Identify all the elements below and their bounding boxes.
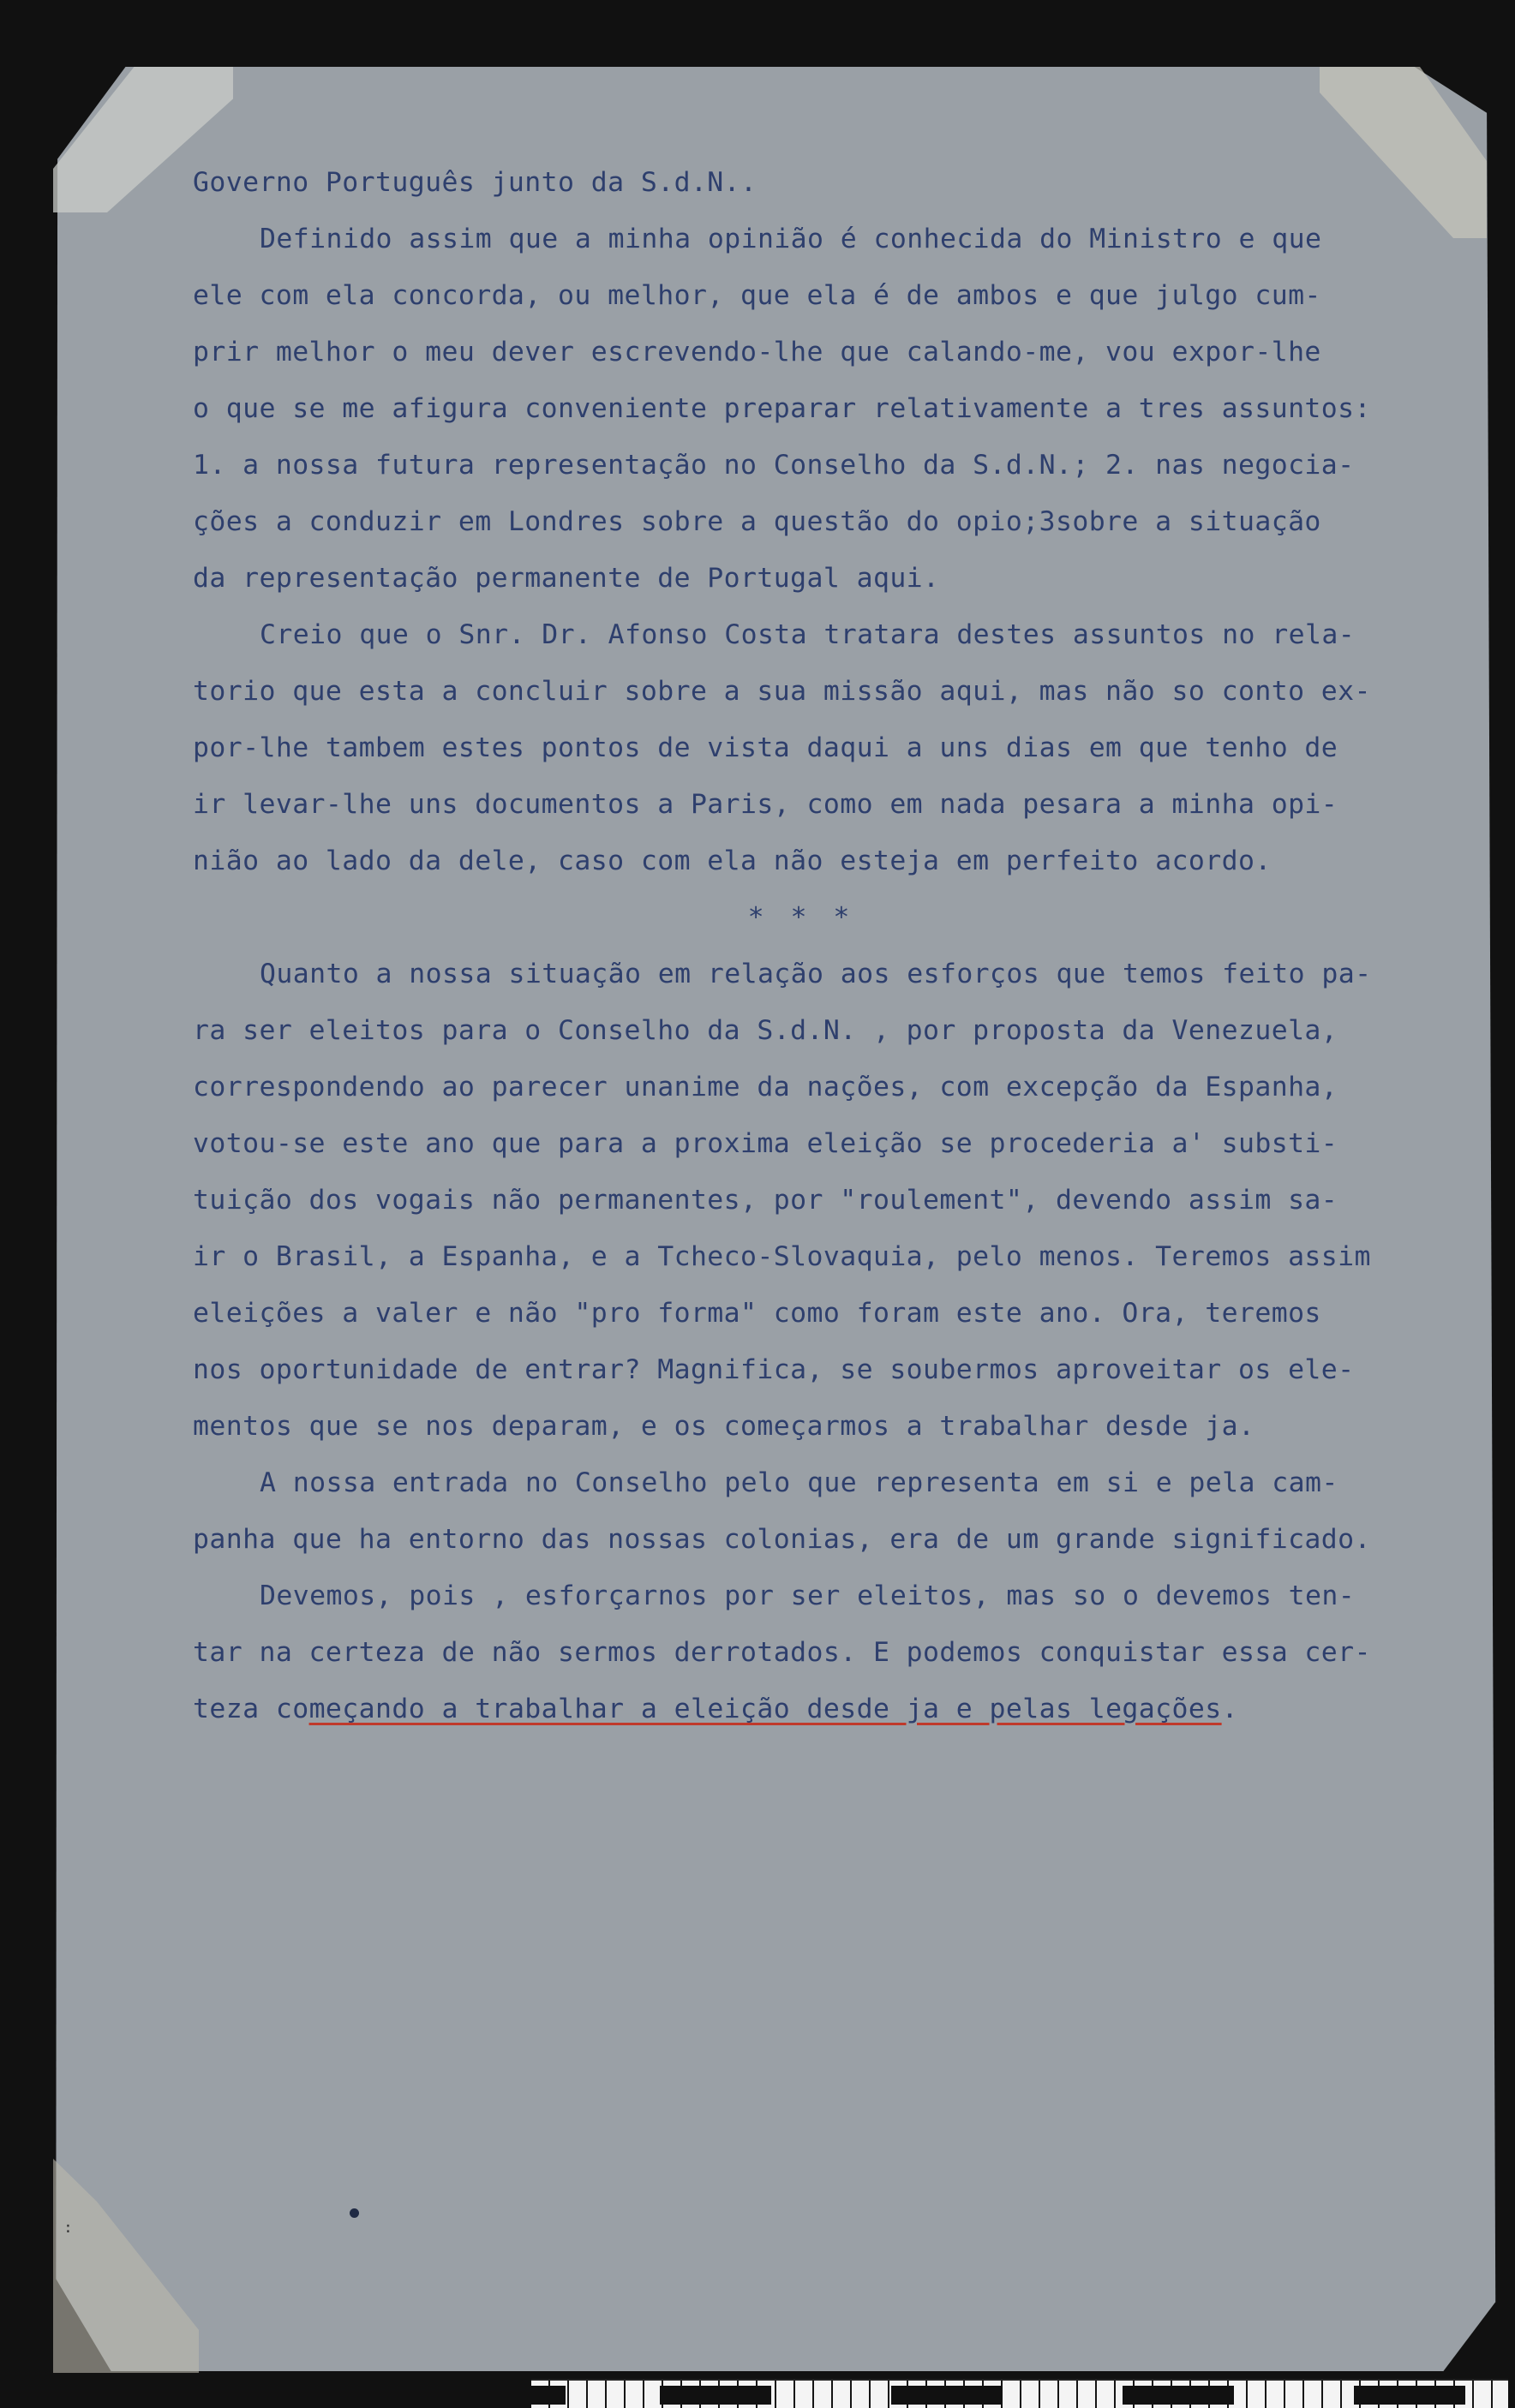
text-line: nião ao lado da dele, caso com ela não esteja em perfeito acordo. bbox=[193, 845, 1272, 876]
typewritten-text bbox=[193, 154, 1410, 1737]
text-block-2 bbox=[193, 946, 1410, 1681]
text-line: Definido assim que a minha opinião é conhecida do Ministro e que bbox=[260, 224, 1322, 254]
text-line: prir melhor o meu dever escrevendo-lhe que calando-me, vou expor-lhe bbox=[193, 337, 1321, 367]
text-line: Creio que o Snr. Dr. Afonso Costa tratara destes assuntos no rela- bbox=[260, 619, 1356, 650]
text-line: ir levar-lhe uns documentos a Paris, como em nada pesara a minha opi- bbox=[193, 789, 1338, 820]
margin-mark: : bbox=[63, 2219, 73, 2237]
text-line: por-lhe tambem estes pontos de vista daqui a uns dias em que tenho de bbox=[193, 732, 1338, 763]
text-line: tar na certeza de não sermos derrotados. E podemos conquistar essa cer- bbox=[193, 1637, 1371, 1668]
text-line: ele com ela concorda, ou melhor, que ela é de ambos e que julgo cum- bbox=[193, 280, 1321, 311]
underlined-phrase: meçando a trabalhar a eleição desde ja e pelas legações bbox=[308, 1694, 1222, 1724]
ruler-segment bbox=[660, 2386, 771, 2405]
ruler-segment bbox=[1123, 2386, 1234, 2405]
text-line: ir o Brasil, a Espanha, e a Tcheco-Slovaquia, pelo menos. Teremos assim bbox=[193, 1241, 1371, 1272]
text-line: Devemos, pois , esforçarnos por ser eleitos, mas so o devemos ten- bbox=[260, 1580, 1356, 1611]
text-line: da representação permanente de Portugal aqui. bbox=[193, 563, 940, 594]
text-line: Governo Português junto da S.d.N.. bbox=[193, 167, 758, 198]
ruler-segment bbox=[1354, 2386, 1465, 2405]
text-line: panha que ha entorno das nossas colonias, era de um grande significado. bbox=[193, 1524, 1371, 1555]
final-line bbox=[193, 1681, 1410, 1737]
text-line: A nossa entrada no Conselho pelo que representa em si e pela cam- bbox=[260, 1467, 1338, 1498]
text-line: o que se me afigura conveniente preparar relativamente a tres assuntos: bbox=[193, 393, 1371, 424]
ink-dot bbox=[350, 2208, 359, 2218]
text-line: tuição dos vogais não permanentes, por "roulement", devendo assim sa- bbox=[193, 1185, 1338, 1216]
final-line-prefix: teza co bbox=[193, 1694, 309, 1724]
text-line: Quanto a nossa situação em relação aos esforços que temos feito pa- bbox=[260, 959, 1372, 989]
text-line: votou-se este ano que para a proxima eleição se procederia a' substi- bbox=[193, 1128, 1338, 1159]
text-line: ra ser eleitos para o Conselho da S.d.N. , por proposta da Venezuela, bbox=[193, 1015, 1338, 1046]
section-separator: * * * bbox=[747, 902, 855, 933]
measurement-ruler bbox=[531, 2379, 1508, 2408]
text-line: correspondendo ao parecer unanime da nações, com excepção da Espanha, bbox=[193, 1072, 1338, 1102]
ruler-segment bbox=[531, 2386, 566, 2405]
text-line: ções a conduzir em Londres sobre a questão do opio;3sobre a situação bbox=[193, 506, 1321, 537]
final-line-suffix: . bbox=[1221, 1694, 1238, 1724]
text-block-1 bbox=[193, 154, 1410, 889]
text-line: mentos que se nos deparam, e os começarmos a trabalhar desde ja. bbox=[193, 1411, 1255, 1442]
text-line: nos oportunidade de entrar? Magnifica, se soubermos aproveitar os ele- bbox=[193, 1354, 1355, 1385]
text-line: torio que esta a concluir sobre a sua missão aqui, mas não so conto ex- bbox=[193, 676, 1371, 707]
text-line: eleições a valer e não "pro forma" como foram este ano. Ora, teremos bbox=[193, 1298, 1321, 1329]
ruler-segment bbox=[891, 2386, 1003, 2405]
text-line: 1. a nossa futura representação no Conselho da S.d.N.; 2. nas negocia- bbox=[193, 450, 1355, 481]
